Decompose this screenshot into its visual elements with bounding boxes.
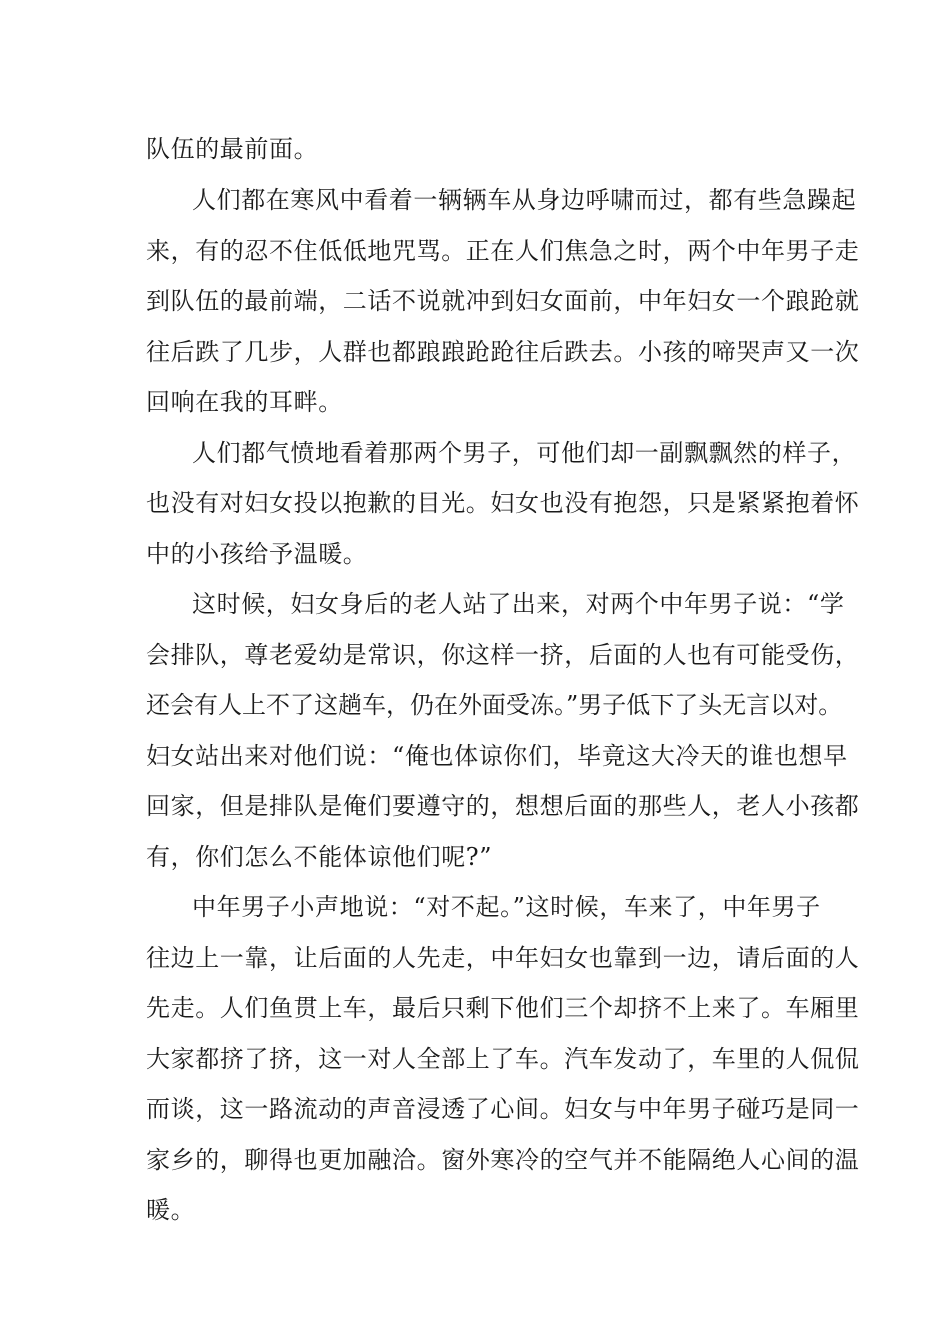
text-line: 妇女站出来对他们说：“俺也体谅你们，毕竟这大冷天的谁也想早 xyxy=(146,742,848,770)
text-line: 大家都挤了挤，这一对人全部上了车。汽车发动了，车里的人侃侃 xyxy=(146,1045,860,1073)
text-line: 还会有人上不了这趟车，仍在外面受冻。”男子低下了头无言以对。 xyxy=(146,691,843,719)
paragraph-start-line: 这时候，妇女身后的老人站了出来，对两个中年男子说：“学 xyxy=(192,590,845,618)
text-line: 往后跌了几步，人群也都踉踉跄跄往后跌去。小孩的啼哭声又一次 xyxy=(146,338,860,366)
text-line: 家乡的，聊得也更加融洽。窗外寒冷的空气并不能隔绝人心间的温 xyxy=(146,1146,860,1174)
paragraph-start-line: 中年男子小声地说：“对不起。”这时候，车来了，中年男子 xyxy=(192,893,821,921)
text-line: 中的小孩给予温暖。 xyxy=(146,540,368,568)
text-line: 到队伍的最前端，二话不说就冲到妇女面前，中年妇女一个踉跄就 xyxy=(146,287,860,315)
text-line: 暖。 xyxy=(146,1196,196,1224)
paragraph-start-line: 人们都气愤地看着那两个男子，可他们却一副飘飘然的样子， xyxy=(192,439,857,467)
text-line: 会排队，尊老爱幼是常识，你这样一挤，后面的人也有可能受伤， xyxy=(146,641,860,669)
text-line: 来，有的忍不住低低地咒骂。正在人们焦急之时，两个中年男子走 xyxy=(146,237,860,265)
text-line: 队伍的最前面。 xyxy=(146,135,319,163)
text-line: 回响在我的耳畔。 xyxy=(146,388,343,416)
text-line: 也没有对妇女投以抱歉的目光。妇女也没有抱怨，只是紧紧抱着怀 xyxy=(146,489,860,517)
text-line: 先走。人们鱼贯上车，最后只剩下他们三个却挤不上来了。车厢里 xyxy=(146,994,860,1022)
paragraph-start-line: 人们都在寒风中看着一辆辆车从身边呼啸而过，都有些急躁起 xyxy=(192,186,857,214)
text-line: 往边上一靠，让后面的人先走，中年妇女也靠到一边，请后面的人 xyxy=(146,944,860,972)
text-line: 回家，但是排队是俺们要遵守的，想想后面的那些人，老人小孩都 xyxy=(146,792,860,820)
text-line: 有，你们怎么不能体谅他们呢?” xyxy=(146,843,493,871)
text-line: 而谈，这一路流动的声音浸透了心间。妇女与中年男子碰巧是同一 xyxy=(146,1095,860,1123)
